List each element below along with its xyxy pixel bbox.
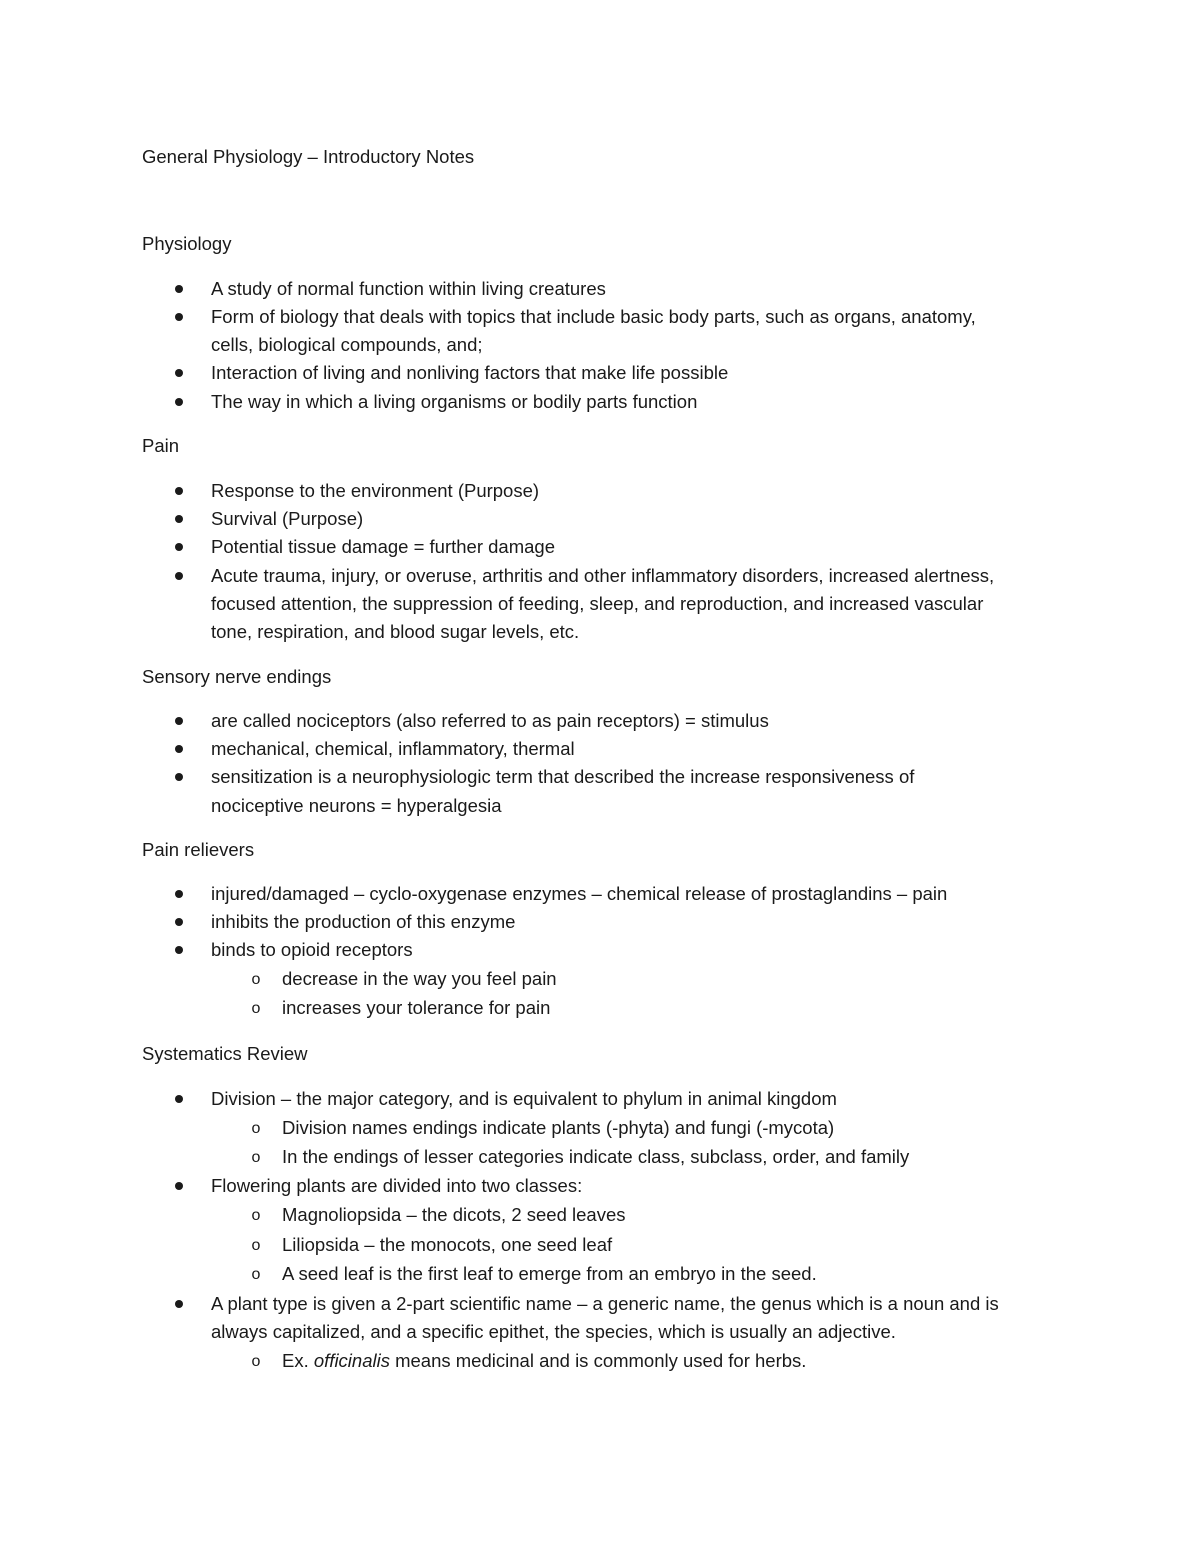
sub-bullet-icon: o [251,1207,261,1224]
list-item: Survival (Purpose) [211,508,364,529]
bullet-icon [172,735,186,763]
list-item: Response to the environment (Purpose) [211,480,540,501]
list-item: sensitization is a neurophysiologic term that described the increase responsiveness of [211,766,915,787]
list-item-continuation: nociceptive neurons = hyperalgesia [211,795,502,816]
list-item-continuation: always capitalized, and a specific epithet, the species, which is usually an adjective. [211,1321,896,1342]
list-item: The way in which a living organisms or bodily parts function [211,391,698,412]
list-item: Potential tissue damage = further damage [211,536,556,557]
sub-list-item: A seed leaf is the first leaf to emerge from an embryo in the seed. [282,1263,817,1284]
list-item: mechanical, chemical, inflammatory, thermal [211,738,575,759]
sub-list-item: Magnoliopsida – the dicots, 2 seed leaves [282,1204,626,1225]
bullet-icon [172,477,186,505]
bullet-icon [172,1085,186,1113]
sub-bullet-icon: o [251,1266,261,1283]
list-item: inhibits the production of this enzyme [211,911,516,932]
sub-bullet-icon: o [251,1149,261,1166]
bullet-icon [172,936,186,964]
bullet-icon [172,880,186,908]
sub-bullet-icon: o [251,971,261,988]
bullet-icon [172,505,186,533]
sub-bullet-icon: o [251,1000,261,1017]
list-item: Interaction of living and nonliving factors that make life possible [211,362,729,383]
sub-list-item-example [282,1347,1082,1376]
sub-list-item: increases your tolerance for pain [282,997,551,1018]
section-heading-physiology: Physiology [142,233,232,254]
list-item: Acute trauma, injury, or overuse, arthritis and other inflammatory disorders, increased alertness, [211,565,995,586]
document-title: General Physiology – Introductory Notes [142,146,475,167]
sub-bullet-icon: o [251,1353,261,1370]
bullet-icon [172,707,186,735]
list-item: Division – the major category, and is equivalent to phylum in animal kingdom [211,1088,837,1109]
list-item: A study of normal function within living creatures [211,278,606,299]
bullet-icon [172,359,186,387]
list-item-continuation: cells, biological compounds, and; [211,334,483,355]
sub-bullet-icon: o [251,1237,261,1254]
section-heading-sensory: Sensory nerve endings [142,666,332,687]
section-heading-relievers: Pain relievers [142,839,255,860]
example-prefix: Ex. [282,1350,309,1371]
section-heading-systematics: Systematics Review [142,1043,308,1064]
sub-list-item: Division names endings indicate plants (-phyta) and fungi (-mycota) [282,1117,835,1138]
list-item-continuation: tone, respiration, and blood sugar levels, etc. [211,621,580,642]
sub-bullet-icon: o [251,1120,261,1137]
list-item: injured/damaged – cyclo-oxygenase enzymes – chemical release of prostaglandins – pain [211,883,948,904]
list-item: Form of biology that deals with topics that include basic body parts, such as organs, anatomy, [211,306,976,327]
example-description: means medicinal and is commonly used for herbs. [395,1350,807,1371]
list-item: binds to opioid receptors [211,939,413,960]
list-item-continuation: focused attention, the suppression of feeding, sleep, and reproduction, and increased vascular [211,593,984,614]
list-item: Flowering plants are divided into two classes: [211,1175,583,1196]
section-heading-pain: Pain [142,435,180,456]
bullet-icon [172,1290,186,1318]
bullet-icon [172,388,186,416]
sub-list-item: Liliopsida – the monocots, one seed leaf [282,1234,613,1255]
bullet-icon [172,533,186,561]
bullet-icon [172,763,186,791]
list-item: are called nociceptors (also referred to as pain receptors) = stimulus [211,710,769,731]
bullet-icon [172,562,186,590]
list-item: A plant type is given a 2-part scientific name – a generic name, the genus which is a noun and is [211,1293,999,1314]
sub-list-item: decrease in the way you feel pain [282,968,557,989]
bullet-icon [172,303,186,331]
bullet-icon [172,1172,186,1200]
sub-list-item: In the endings of lesser categories indicate class, subclass, order, and family [282,1146,910,1167]
example-term: officinalis [313,1350,390,1371]
bullet-icon [172,275,186,303]
bullet-icon [172,908,186,936]
